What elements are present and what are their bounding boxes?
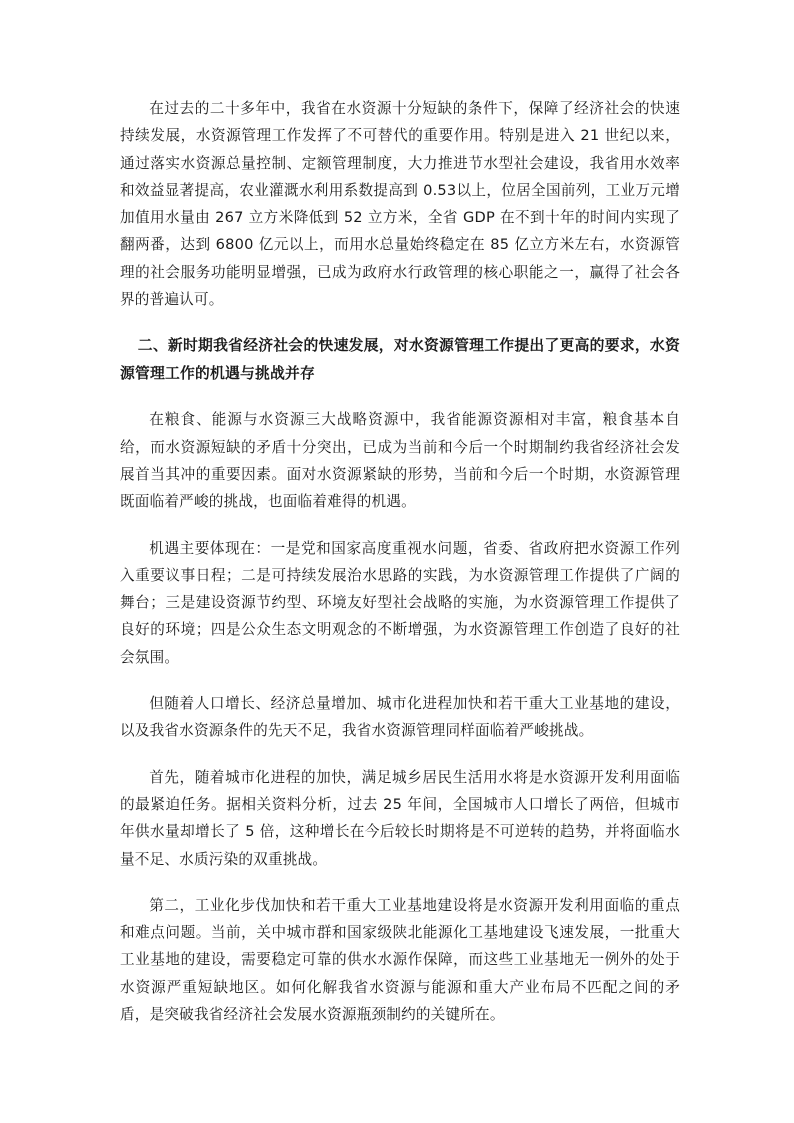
paragraph-opportunities: 机遇主要体现在：一是党和国家高度重视水问题，省委、省政府把水资源工作列入重要议事日程；二是可持续发展治水思路的实践，为水资源管理工作提供了广阔的舞台；三是建设资源节约型、环境友好型社会战略的实施，为水资源管理工作提供了良好的环境；四是公众生态文明观念的不断增强，为水资源管理工作创造了良好的社会氛围。 <box>120 539 680 666</box>
paragraph-challenges-intro: 但随着人口增长、经济总量增加、城市化进程加快和若干重大工业基地的建设，以及我省水资源条件的先天不足，我省水资源管理同样面临着严峻挑战。 <box>120 695 680 740</box>
section-heading-two: 二、新时期我省经济社会的快速发展，对水资源管理工作提出了更高的要求，水资源管理工作的机遇与挑战并存 <box>120 337 680 382</box>
paragraph-strategic-resources: 在粮食、能源与水资源三大战略资源中，我省能源资源相对丰富，粮食基本自给，而水资源短缺的矛盾十分突出，已成为当前和今后一个时期制约我省经济社会发展首当其冲的重要因素。面对水资源紧缺的形势，当前和今后一个时期，水资源管理既面临着严峻的挑战，也面临着难得的机遇。 <box>120 411 680 511</box>
document-page <box>120 95 680 1028</box>
paragraph-urbanization: 首先，随着城市化进程的加快，满足城乡居民生活用水将是水资源开发利用面临的最紧迫任务。据相关资料分析，过去 25 年间，全国城市人口增长了两倍，但城市年供水量却增长了 5 倍，这种增长在今后较长时期将是不可逆转的趋势，并将面临水量不足、水质污染的双重挑战。 <box>120 768 680 868</box>
paragraph-achievements: 在过去的二十多年中，我省在水资源十分短缺的条件下，保障了经济社会的快速持续发展，水资源管理工作发挥了不可替代的重要作用。特别是进入 21 世纪以来，通过落实水资源总量控制、定额管理制度，大力推进节水型社会建设，我省用水效率和效益显著提高，农业灌溉水利用系数提高到 0.53以上，位居全国前列，工业万元增加值用水量由 267 立方米降低到 52 立方米，全省 GDP 在不到十年的时间内实现了翻两番，达到 6800 亿元以上，而用水总量始终稳定在 85 亿立方米左右，水资源管理的社会服务功能明显增强，已成为政府水行政管理的核心职能之一，赢得了社会各界的普遍认可。 <box>120 100 680 309</box>
paragraph-industrialization: 第二，工业化步伐加快和若干重大工业基地建设将是水资源开发利用面临的重点和难点问题。当前，关中城市群和国家级陕北能源化工基地建设飞速发展，一批重大工业基地的建设，需要稳定可靠的供水水源作保障，而这些工业基地无一例外的处于水资源严重短缺地区。如何化解我省水资源与能源和重大产业布局不匹配之间的矛盾，是突破我省经济社会发展水资源瓶颈制约的关键所在。 <box>120 896 680 1024</box>
